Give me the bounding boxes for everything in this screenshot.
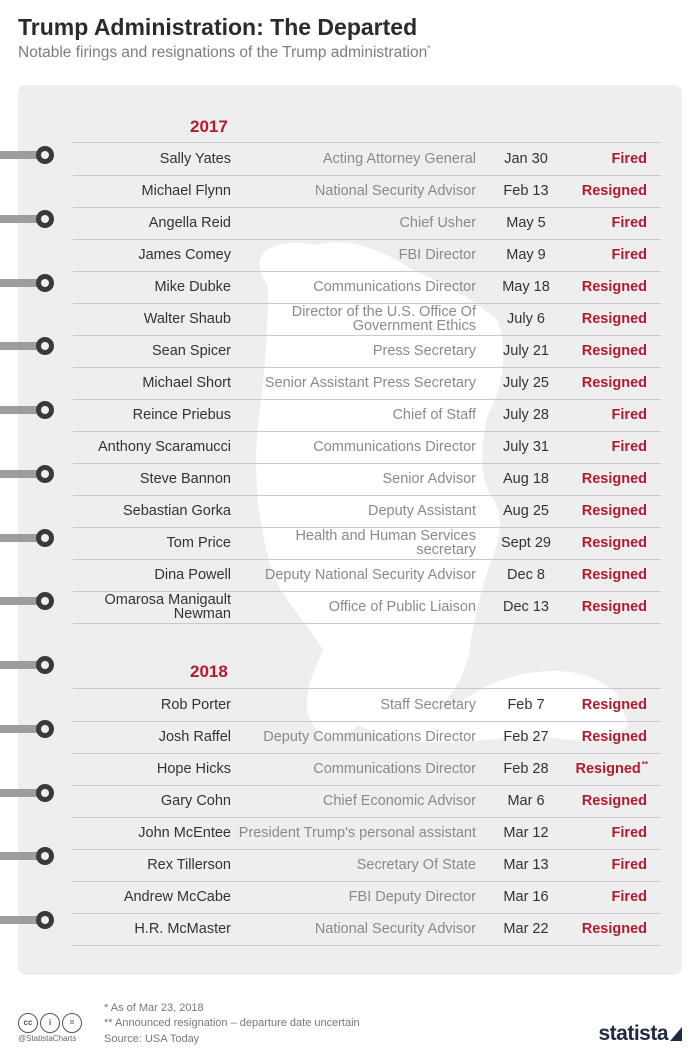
binder-rings (0, 85, 60, 975)
person-name: H.R. McMaster (134, 921, 231, 937)
year-heading: 2017 (190, 117, 228, 136)
table-row (73, 143, 661, 176)
table-row (73, 399, 661, 432)
table-row (73, 689, 661, 722)
person-name: Gary Cohn (160, 793, 231, 809)
table-row (73, 335, 661, 368)
person-name: Angella Reid (148, 215, 231, 231)
person-name: Josh Raffel (158, 729, 231, 745)
position-title: Chief Economic Advisor (322, 793, 476, 809)
person-name: Michael Flynn (141, 183, 231, 199)
position-title: Communications Director (313, 439, 476, 455)
binder-ring (0, 209, 54, 229)
footnote-announced: ** Announced resignation – departure date uncertain (104, 1017, 360, 1029)
position-title: Senior Advisor (382, 471, 476, 487)
departure-date: July 25 (503, 375, 549, 391)
status-label: Resigned (581, 793, 647, 809)
statista-logo (598, 1022, 682, 1046)
position-title: Office of Public Liaison (328, 599, 476, 615)
table-row (73, 239, 661, 272)
position-title: Director of the U.S. Office Of Government Ethics (291, 304, 476, 334)
table-row (73, 463, 661, 496)
position-title: Deputy Communications Director (263, 729, 476, 745)
subtitle-footnote-mark: * (427, 44, 431, 53)
person-name: Mike Dubke (154, 279, 231, 295)
table-row (73, 849, 661, 882)
table-row (73, 271, 661, 304)
departure-date: Dec 13 (503, 599, 549, 615)
binder-ring (0, 719, 54, 739)
departure-date: July 6 (507, 311, 545, 327)
departure-status (538, 143, 648, 175)
page-subtitle (18, 44, 430, 62)
person-name: Reince Priebus (132, 407, 231, 423)
status-label: Resigned (581, 729, 647, 745)
departure-status (538, 399, 648, 431)
status-label: Resigned (581, 921, 647, 937)
table-row (73, 881, 661, 914)
departure-date: Jan 30 (504, 151, 548, 167)
departure-date: Mar 16 (503, 889, 549, 905)
departure-status (538, 817, 648, 849)
position-title: FBI Director (398, 247, 476, 263)
status-label: Fired (611, 151, 647, 167)
status-label: Resigned (581, 183, 647, 199)
footnotes (104, 1001, 360, 1031)
departure-date: Aug 18 (503, 471, 549, 487)
person-name: Omarosa Manigault Newman (104, 592, 231, 622)
departure-status (538, 689, 648, 721)
person-name: Walter Shaub (143, 311, 231, 327)
departure-date: July 21 (503, 343, 549, 359)
twitter-handle: @StatistaCharts (18, 1034, 77, 1043)
departure-date: Feb 28 (503, 761, 549, 777)
departure-status (538, 335, 648, 367)
statista-logo-icon (670, 1027, 682, 1041)
person-name: James Comey (138, 247, 231, 263)
person-name: Anthony Scaramucci (98, 439, 231, 455)
departure-status (538, 721, 648, 753)
departure-date: May 5 (506, 215, 546, 231)
status-label: Resigned (581, 279, 647, 295)
position-title: Communications Director (313, 761, 476, 777)
departure-status (538, 175, 648, 207)
binder-ring (0, 400, 54, 420)
departure-status (538, 271, 648, 303)
departure-date: Mar 13 (503, 857, 549, 873)
subtitle-text: Notable firings and resignations of the Trump administration (18, 44, 428, 62)
binder-ring (0, 528, 54, 548)
person-name: Andrew McCabe (123, 889, 231, 905)
departure-status (538, 849, 648, 881)
status-label: Resigned (581, 311, 647, 327)
status-label: Fired (611, 857, 647, 873)
departure-date: Feb 13 (503, 183, 549, 199)
table-row (73, 785, 661, 818)
status-label: Resigned (581, 567, 647, 583)
person-name: Sebastian Gorka (122, 503, 231, 519)
position-title: Health and Human Services secretary (295, 528, 476, 558)
person-name: Dina Powell (154, 567, 231, 583)
license-badges (18, 1012, 84, 1032)
person-name: Rob Porter (160, 697, 231, 713)
departure-status (538, 559, 648, 591)
position-title: Staff Secretary (380, 697, 476, 713)
binder-ring (0, 783, 54, 803)
departure-date: Feb 7 (507, 697, 545, 713)
departure-status (538, 303, 648, 335)
departure-date: Mar 22 (503, 921, 549, 937)
table-row (73, 527, 661, 560)
departure-date: July 31 (503, 439, 549, 455)
binder-ring (0, 336, 54, 356)
departure-status (538, 591, 648, 623)
binder-ring (0, 273, 54, 293)
table-row (73, 431, 661, 464)
person-name: Michael Short (142, 375, 231, 391)
position-title: Deputy National Security Advisor (264, 567, 476, 583)
binder-ring (0, 464, 54, 484)
departure-date: Sept 29 (501, 535, 551, 551)
departure-date: Dec 8 (507, 567, 545, 583)
departure-status (538, 753, 648, 785)
binder-ring (0, 846, 54, 866)
person-name: Sally Yates (159, 151, 231, 167)
departure-date: Feb 27 (503, 729, 549, 745)
person-name: John McEntee (138, 825, 231, 841)
table-row (73, 721, 661, 754)
table-row (73, 207, 661, 240)
departure-status (538, 431, 648, 463)
departure-status (538, 495, 648, 527)
attribution-icon: i (40, 1013, 60, 1033)
status-label: Resigned (581, 471, 647, 487)
footnote-as-of: * As of Mar 23, 2018 (104, 1002, 204, 1014)
departure-date: May 18 (502, 279, 550, 295)
table-row (73, 913, 661, 946)
departure-date: July 28 (503, 407, 549, 423)
position-title: Chief of Staff (392, 407, 476, 423)
binder-ring (0, 910, 54, 930)
position-title: Senior Assistant Press Secretary (264, 375, 476, 391)
status-label: Resigned (575, 761, 641, 777)
person-name: Sean Spicer (152, 343, 231, 359)
departure-status (538, 463, 648, 495)
position-title: Secretary Of State (356, 857, 476, 873)
status-footnote-mark: ** (641, 759, 648, 769)
departure-date: May 9 (506, 247, 546, 263)
departure-status (538, 913, 648, 945)
person-name: Rex Tillerson (147, 857, 231, 873)
person-name: Tom Price (166, 535, 231, 551)
year-heading: 2018 (190, 662, 228, 681)
page-title: Trump Administration: The Departed (18, 14, 418, 40)
position-title: Chief Usher (399, 215, 476, 231)
departure-status (538, 527, 648, 559)
position-title: National Security Advisor (314, 921, 476, 937)
departure-date: Mar 12 (503, 825, 549, 841)
departure-date: Mar 6 (507, 793, 545, 809)
status-label: Resigned (581, 697, 647, 713)
binder-ring (0, 145, 54, 165)
table-row (73, 591, 661, 624)
status-label: Fired (611, 215, 647, 231)
departure-status (538, 367, 648, 399)
departure-status (538, 881, 648, 913)
position-title: FBI Deputy Director (348, 889, 476, 905)
table-row (73, 175, 661, 208)
position-title: Communications Director (313, 279, 476, 295)
person-name: Hope Hicks (156, 761, 231, 777)
status-label: Resigned (581, 503, 647, 519)
departure-date: Aug 25 (503, 503, 549, 519)
table-row (73, 817, 661, 850)
table-row (73, 753, 661, 786)
position-title: President Trump's personal assistant (238, 825, 476, 841)
position-title: Press Secretary (372, 343, 476, 359)
position-title: Deputy Assistant (368, 503, 476, 519)
status-label: Resigned (581, 375, 647, 391)
table-row (73, 367, 661, 400)
brand-wordmark: statista (598, 1022, 668, 1045)
status-label: Fired (611, 825, 647, 841)
binder-ring (0, 591, 54, 611)
table-row (73, 495, 661, 528)
status-label: Fired (611, 439, 647, 455)
status-label: Fired (611, 407, 647, 423)
position-title: National Security Advisor (314, 183, 476, 199)
table-row (73, 559, 661, 592)
status-label: Resigned (581, 599, 647, 615)
binder-ring (0, 655, 54, 675)
person-name: Steve Bannon (139, 471, 231, 487)
creative-commons-icon: cc (18, 1013, 38, 1033)
table-row (73, 303, 661, 336)
status-label: Resigned (581, 535, 647, 551)
status-label: Fired (611, 247, 647, 263)
no-derivatives-icon: = (62, 1013, 82, 1033)
departure-status (538, 239, 648, 271)
departure-status (538, 785, 648, 817)
source-note: Source: USA Today (104, 1033, 200, 1045)
position-title: Acting Attorney General (322, 151, 476, 167)
status-label: Fired (611, 889, 647, 905)
status-label: Resigned (581, 343, 647, 359)
departure-status (538, 207, 648, 239)
